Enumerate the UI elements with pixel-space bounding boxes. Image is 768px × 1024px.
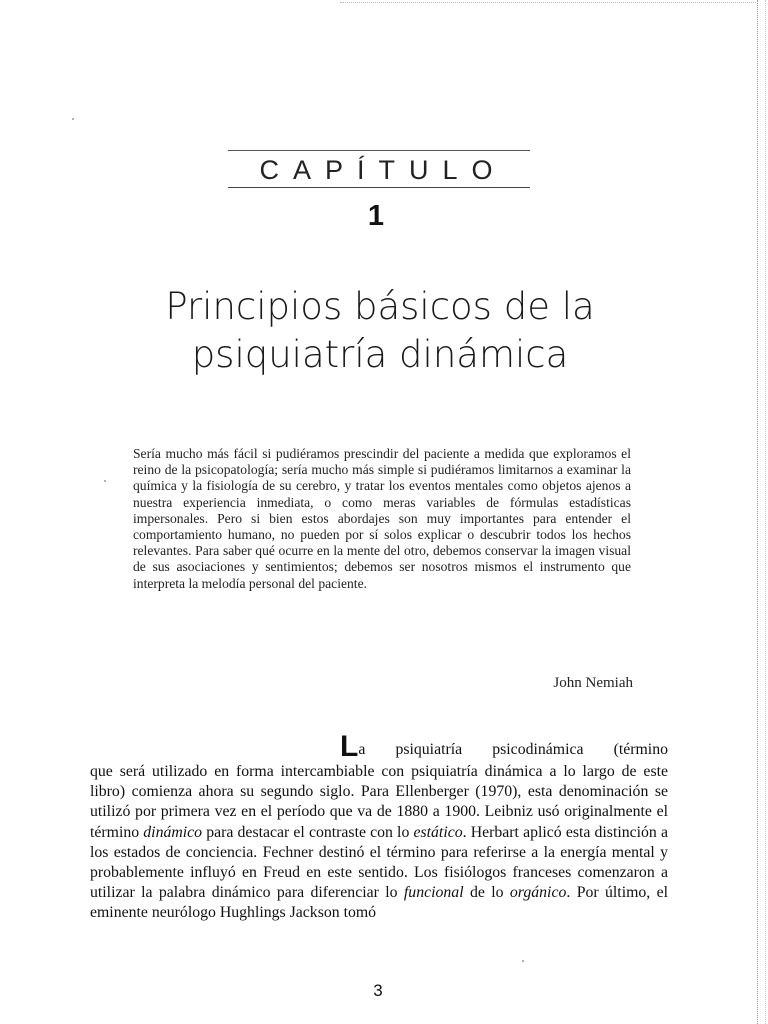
body-segment: . Por último, el eminente neurólogo Hughlings Jackson tomó (90, 884, 668, 922)
scan-edge-top (340, 2, 756, 4)
chapter-title-line-1: Principios básicos de la (165, 285, 595, 328)
drop-cap: L (340, 730, 359, 763)
emphasis-term: orgánico (509, 884, 567, 902)
chapter-rule-bottom (228, 187, 530, 188)
page-number: 3 (373, 981, 383, 1000)
chapter-rule-top (228, 150, 530, 151)
scan-edge-right (756, 0, 758, 1024)
chapter-number: 1 (367, 200, 385, 232)
body-segment: de lo (463, 884, 510, 902)
body-segment: . Herbart aplicó esta distinción a los estados de conciencia. Fechner destinó el término para referirse a la energía mental y probablemente influyó en Freud en este sentido. Los fisiólogos franceses comenzaron a utilizar la palabra dinámico para diferenciar lo (90, 823, 668, 902)
scan-edge-right-outer (764, 0, 766, 1024)
epigraph-quote: Sería mucho más fácil si pudiéramos prescindir del paciente a medida que exploramos el reino de la psicopatología; sería mucho más simple si pudiéramos limitarnos a examinar la química y la fisiología de su cerebro, y tratar los eventos mentales como objetos ajenos a nuestra experiencia inmediata, o como meras variables de fórmulas estadísticas impersonales. Pero si bien estos abordajes son muy importantes para entender el comportamiento humano, no pueden por sí solos explicar o descubrir todos los hechos relevantes. Para saber qué ocurre en la mente del otro, debemos conservar la imagen visual de sus asociaciones y sentimientos; debemos ser nosotros mismos el instrumento que interpreta la melodía personal del paciente. (133, 446, 631, 591)
scan-speck (72, 118, 74, 120)
emphasis-term: estático (413, 823, 463, 841)
emphasis-term: dinámico (143, 823, 203, 841)
chapter-label: CAPÍTULO (259, 155, 507, 185)
body-paragraph (90, 762, 668, 924)
chapter-title-line-2: psiquiatría dinámica (191, 333, 569, 376)
emphasis-term: funcional (403, 884, 464, 902)
first-line-text: a psiquiatría psicodinámica (término (358, 741, 668, 758)
scan-speck (522, 960, 524, 962)
body-segment: que será utilizado en forma intercambiable con psiquiatría dinámica a lo largo de este libro) comienza ahora su segundo siglo. Para Ellenberger (1970), esta denominación se utilizó por primera vez en el período que va de 1880 a 1900. Leibniz usó originalmente el término (90, 763, 668, 841)
scan-speck (104, 480, 106, 482)
body-first-line (340, 730, 668, 763)
epigraph-author: John Nemiah (553, 675, 633, 691)
chapter-title (100, 283, 660, 379)
body-segment: para destacar el contraste con lo (202, 823, 414, 841)
